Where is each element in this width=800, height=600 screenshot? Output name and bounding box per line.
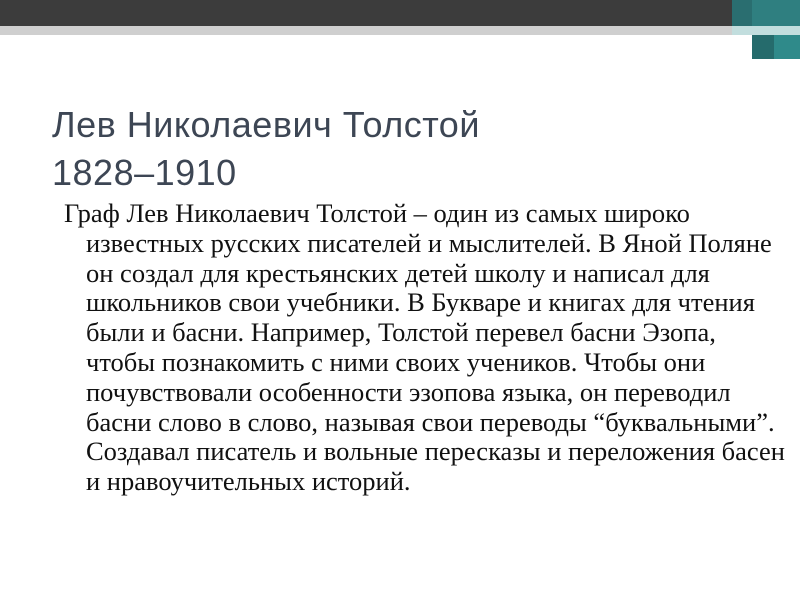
corner-accent — [774, 35, 800, 59]
top-decorative-band — [0, 0, 800, 26]
title-name: Лев Николаевич Толстой — [52, 104, 480, 145]
corner-accent-dark — [752, 35, 774, 59]
title-years: 1828–1910 — [52, 152, 237, 193]
slide-title — [52, 101, 480, 197]
slide-body-text: Граф Лев Николаевич Толстой – один из самых широко известных русских писателей и мыслителей. В Яной Поляне он создал для крестьянских детей школу и написал для школьников свои учебники. В Букваре и книгах для чтения были и басни. Например, Толстой перевел басни Эзопа, чтобы познакомить с ними своих учеников. Чтобы они почувствовали особенности эзопова языка, он переводил басни слово в слово, называя свои переводы “буквальными”. Создавал писатель и вольные пересказы и переложения басен и нравоучительных историй. — [64, 198, 785, 497]
band-accent — [752, 0, 800, 26]
band-accent-dark — [732, 0, 752, 26]
decorative-strip — [0, 26, 800, 35]
strip-accent — [732, 26, 800, 35]
